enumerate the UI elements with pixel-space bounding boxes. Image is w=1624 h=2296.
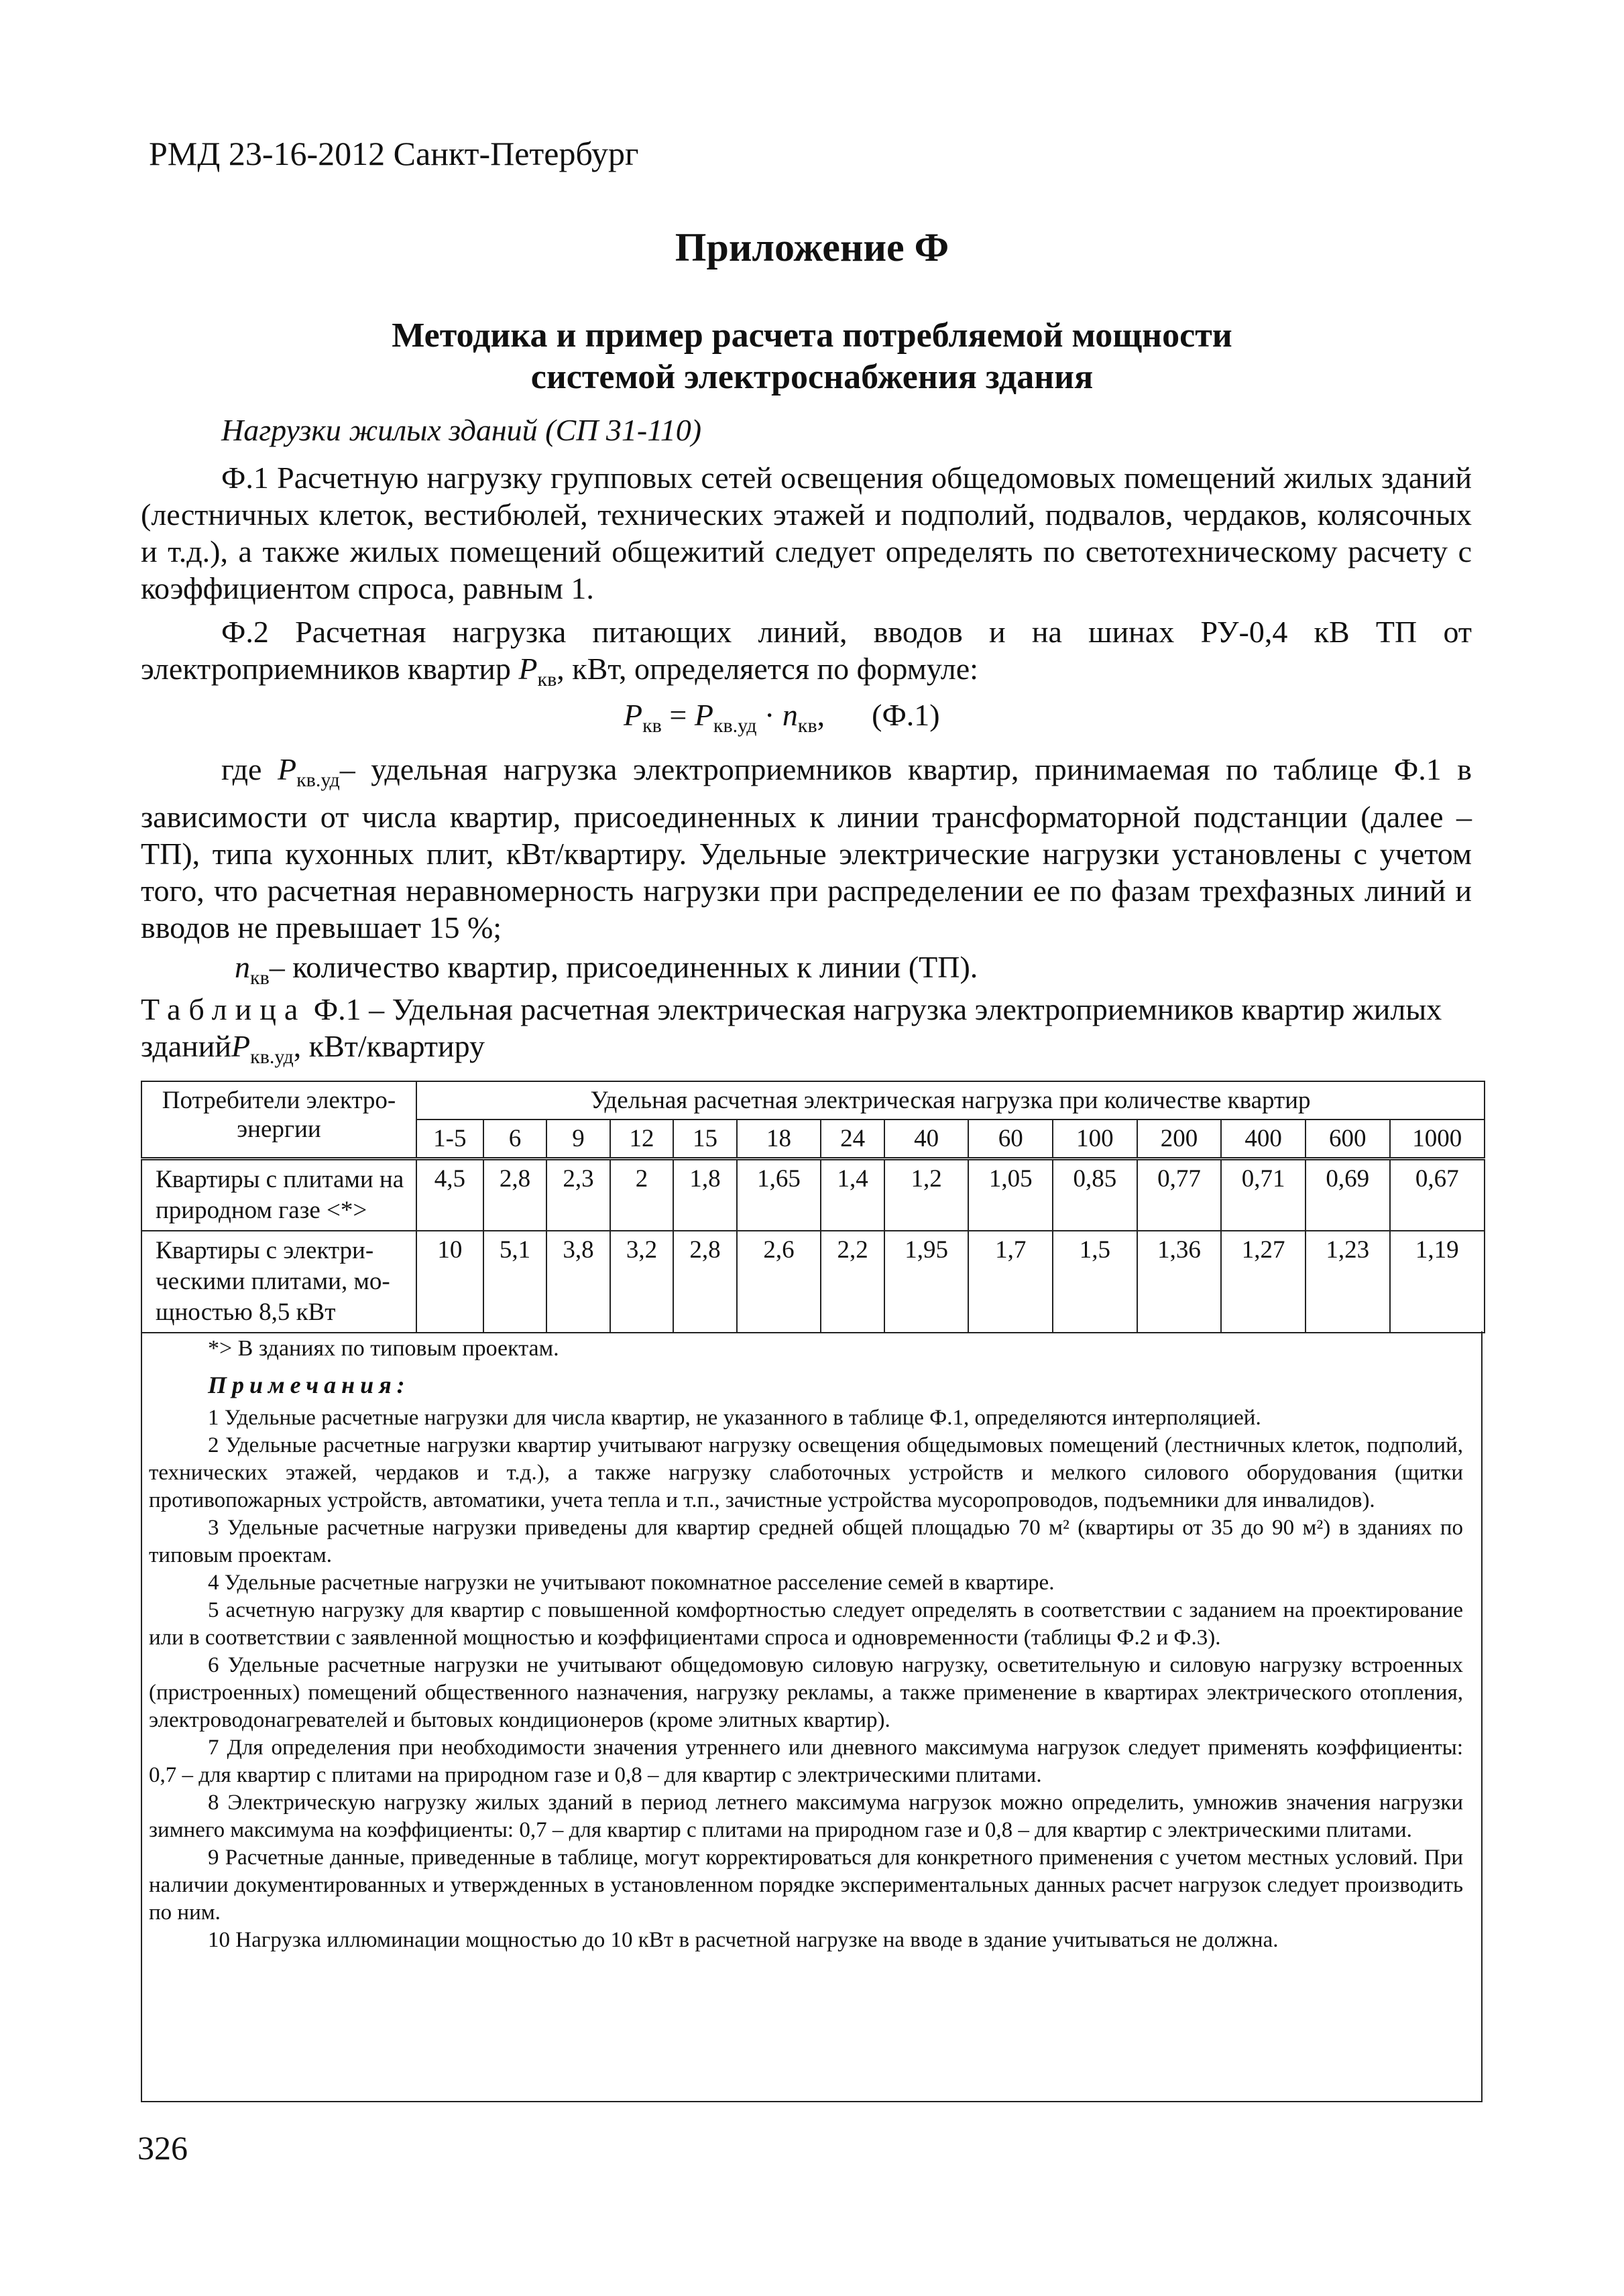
method-title: [0, 315, 1624, 398]
variable-p-ud: P: [277, 752, 297, 786]
table-cell: 2,3: [546, 1159, 610, 1231]
paragraph-where-text-a: где: [221, 752, 278, 786]
formula-equals: =: [661, 698, 695, 732]
formula-number: (Ф.1): [872, 698, 940, 732]
table-caption-text-b: , кВт/квартиру: [293, 1029, 485, 1063]
count-header-cell: 9: [546, 1120, 610, 1159]
load-table: [141, 1081, 1485, 1333]
formula-term-2-sub: кв: [797, 715, 817, 737]
table-cell: 0,69: [1306, 1159, 1390, 1231]
count-header-cell: 6: [483, 1120, 547, 1159]
table-caption-text-a: Ф.1 – Удельная расчетная электрическая нагрузка электроприемников квартир жилых зданий: [141, 992, 1442, 1063]
count-header-cell: 15: [673, 1120, 737, 1159]
note-item: 9 Расчетные данные, приведенные в таблице, могут корректироваться для конкретного применения с учетом местных условий. При наличии документированных и утвержденных в установленном порядке экспериментальных данных расчет нагрузок следует производить по ним.: [149, 1846, 1463, 1925]
table-footnote: *> В зданиях по типовым проектам.: [208, 1336, 559, 1361]
formula-lhs: P: [624, 698, 643, 732]
table-caption-label: Таблица: [141, 992, 306, 1026]
table-cell: 1,95: [884, 1231, 969, 1333]
paragraph-f2: [141, 613, 1472, 698]
note-item: 3 Удельные расчетные нагрузки приведены для квартир средней общей площадью 70 м² (квартиры от 35 до 90 м²) в зданиях по типовым проектам.: [149, 1516, 1463, 1567]
paragraph-f1: Ф.1 Расчетную нагрузку групповых сетей освещения общедомовых помещений жилых зданий (лестничных клеток, вестибюлей, технических этажей и подполий, подвалов, чердаков, колясочных и т.д.), а также жилых помещений общежитий следует определять по светотехническому расчету с коэффициентом спроса, равным 1.: [141, 461, 1472, 605]
table-cell: 1,19: [1390, 1231, 1485, 1333]
formula-f1: [624, 697, 940, 737]
variable-p-ud-sub: кв.уд: [296, 769, 340, 792]
table-body: [141, 1159, 1485, 1333]
count-header-cell: 1-5: [416, 1120, 483, 1159]
method-title-line-1: Методика и пример расчета потребляемой мощности: [392, 316, 1232, 355]
row-label: Квартиры с электри-ческими плитами, мо-щностью 8,5 кВт: [141, 1231, 416, 1333]
paragraph-n-kv: [235, 949, 1442, 996]
formula-term-1: P: [694, 698, 713, 732]
paragraph-where: [141, 751, 1472, 946]
note-item: 1 Удельные расчетные нагрузки для числа квартир, не указанного в таблице Ф.1, определяются интерполяцией.: [208, 1406, 1261, 1430]
table-cell: 3,8: [546, 1231, 610, 1333]
table-cell: 3,2: [610, 1231, 674, 1333]
variable-n-sub: кв: [250, 967, 270, 989]
table-cell: 5,1: [483, 1231, 547, 1333]
note-item: 8 Электрическую нагрузку жилых зданий в период летнего максимума нагрузок можно определить, умножив значения нагрузки зимнего максимума на коэффициенты: 0,7 – для квартир с плитами на природном газе и 0,8 – для квартир с электрическими плитами.: [149, 1791, 1463, 1842]
table-row: [141, 1159, 1485, 1231]
paragraph-f2-text-b: , кВт, определяется по формуле:: [557, 652, 978, 686]
formula-term-1-sub: кв.уд: [713, 715, 757, 737]
count-header-cell: 1000: [1390, 1120, 1485, 1159]
table-cell: 2,8: [483, 1159, 547, 1231]
table-caption-sub: кв.уд: [250, 1046, 294, 1069]
count-header-cell: 600: [1306, 1120, 1390, 1159]
notes-list: [149, 1404, 1463, 1954]
variable-p: P: [518, 652, 538, 686]
table-cell: 0,67: [1390, 1159, 1485, 1231]
formula-dot: ·: [756, 698, 782, 732]
page-number: 326: [137, 2129, 188, 2167]
formula-lhs-sub: кв: [642, 715, 662, 737]
table-cell: 2,8: [673, 1231, 737, 1333]
table-cell: 1,27: [1221, 1231, 1306, 1333]
table-cell: 2,2: [821, 1231, 884, 1333]
table-cell: 1,23: [1306, 1231, 1390, 1333]
table-cell: 1,5: [1053, 1231, 1137, 1333]
table-cell: 0,77: [1137, 1159, 1222, 1231]
formula-term-2: n: [782, 698, 798, 732]
table-cell: 1,05: [968, 1159, 1053, 1231]
count-header-cell: 18: [737, 1120, 821, 1159]
count-header-cell: 40: [884, 1120, 969, 1159]
table-cell: 2,6: [737, 1231, 821, 1333]
table-cell: 1,8: [673, 1159, 737, 1231]
paragraph-where-text-b: – удельная нагрузка электроприемников квартир, принимаемая по таблице Ф.1 в зависимости от числа квартир, присоединенных к линии трансформаторной подстанции (далее – ТП), типа кухонных плит, кВт/квартиру. Удельные электрические нагрузки установлены с учетом того, что расчетная неравномерность нагрузки при распределении ее по фазам трехфазных линий и вводов не превышает 15 %;: [141, 752, 1472, 945]
note-item: 2 Удельные расчетные нагрузки квартир учитывают нагрузку освещения общедымовых помещений (лестничных клеток, подполий, технических этажей, чердаков и т.д.), а также нагрузку слаботочных устройств и мелкого силового оборудования (щитки противопожарных устройств, автоматики, учета тепла и т.п., зачистные устройства мусоропроводов, подъемники для инвалидов).: [149, 1433, 1463, 1512]
group-header: Удельная расчетная электрическая нагрузка при количестве квартир: [416, 1081, 1485, 1120]
formula-comma: ,: [817, 698, 825, 732]
running-header: РМД 23-16-2012 Санкт-Петербург: [149, 135, 639, 172]
table-cell: 1,7: [968, 1231, 1053, 1333]
table-cell: 1,2: [884, 1159, 969, 1231]
table-caption-variable: P: [231, 1029, 251, 1063]
note-item: 5 асчетную нагрузку для квартир с повышенной комфортностью следует определять в соответствии с заданием на проектирование или в соответствии с заявленной мощностью и коэффициентами спроса и одновременности (таблицы Ф.2 и Ф.3).: [149, 1598, 1463, 1650]
count-header-cell: 60: [968, 1120, 1053, 1159]
table-cell: 2: [610, 1159, 674, 1231]
table-cell: 10: [416, 1231, 483, 1333]
count-header-cell: 400: [1221, 1120, 1306, 1159]
count-header-cell: 24: [821, 1120, 884, 1159]
count-header-cell: 12: [610, 1120, 674, 1159]
paragraph-f2-text-a: Ф.2 Расчетная нагрузка питающих линий, вводов и на шинах РУ-0,4 кВ ТП от электроприемников квартир: [141, 615, 1472, 686]
table-caption: [141, 991, 1472, 1075]
table-cell: 0,71: [1221, 1159, 1306, 1231]
notes-heading: Примечания:: [208, 1372, 410, 1398]
table-cell: 1,4: [821, 1159, 884, 1231]
table-row: [141, 1231, 1485, 1333]
count-header-cell: 200: [1137, 1120, 1222, 1159]
note-item: 4 Удельные расчетные нагрузки не учитывают покомнатное расселение семей в квартире.: [208, 1571, 1055, 1595]
count-header-cell: 100: [1053, 1120, 1137, 1159]
table-cell: 1,65: [737, 1159, 821, 1231]
section-heading: Нагрузки жилых зданий (СП 31-110): [221, 413, 702, 447]
method-title-line-2: системой электроснабжения здания: [530, 358, 1094, 396]
note-item: 7 Для определения при необходимости значения утреннего или дневного максимума нагрузок следует применять коэффициенты: 0,7 – для квартир с плитами на природном газе и 0,8 – для квартир с электрическими плитами.: [149, 1736, 1463, 1787]
table-cell: 1,36: [1137, 1231, 1222, 1333]
table-cell: 4,5: [416, 1159, 483, 1231]
row-label: Квартиры с плитами на природном газе <*>: [141, 1159, 416, 1231]
note-item: 6 Удельные расчетные нагрузки не учитывают общедомовую силовую нагрузку, осветительную и силовую нагрузку встроенных (пристроенных) помещений общественного назначения, нагрузку рекламы, а также применение в квартирах электрического отопления, электроводонагревателей и бытовых кондиционеров (кроме элитных квартир).: [149, 1653, 1463, 1732]
note-item: 10 Нагрузка иллюминации мощностью до 10 кВт в расчетной нагрузке на вводе в здание учитываться не должна.: [208, 1928, 1279, 1952]
variable-subscript: кв: [537, 668, 557, 691]
paragraph-n-kv-text: – количество квартир, присоединенных к линии (ТП).: [269, 950, 978, 984]
variable-n: n: [235, 950, 250, 984]
table-cell: 0,85: [1053, 1159, 1137, 1231]
appendix-title: Приложение Ф: [675, 225, 949, 269]
consumer-header: Потребители электро-энергии: [141, 1081, 416, 1159]
